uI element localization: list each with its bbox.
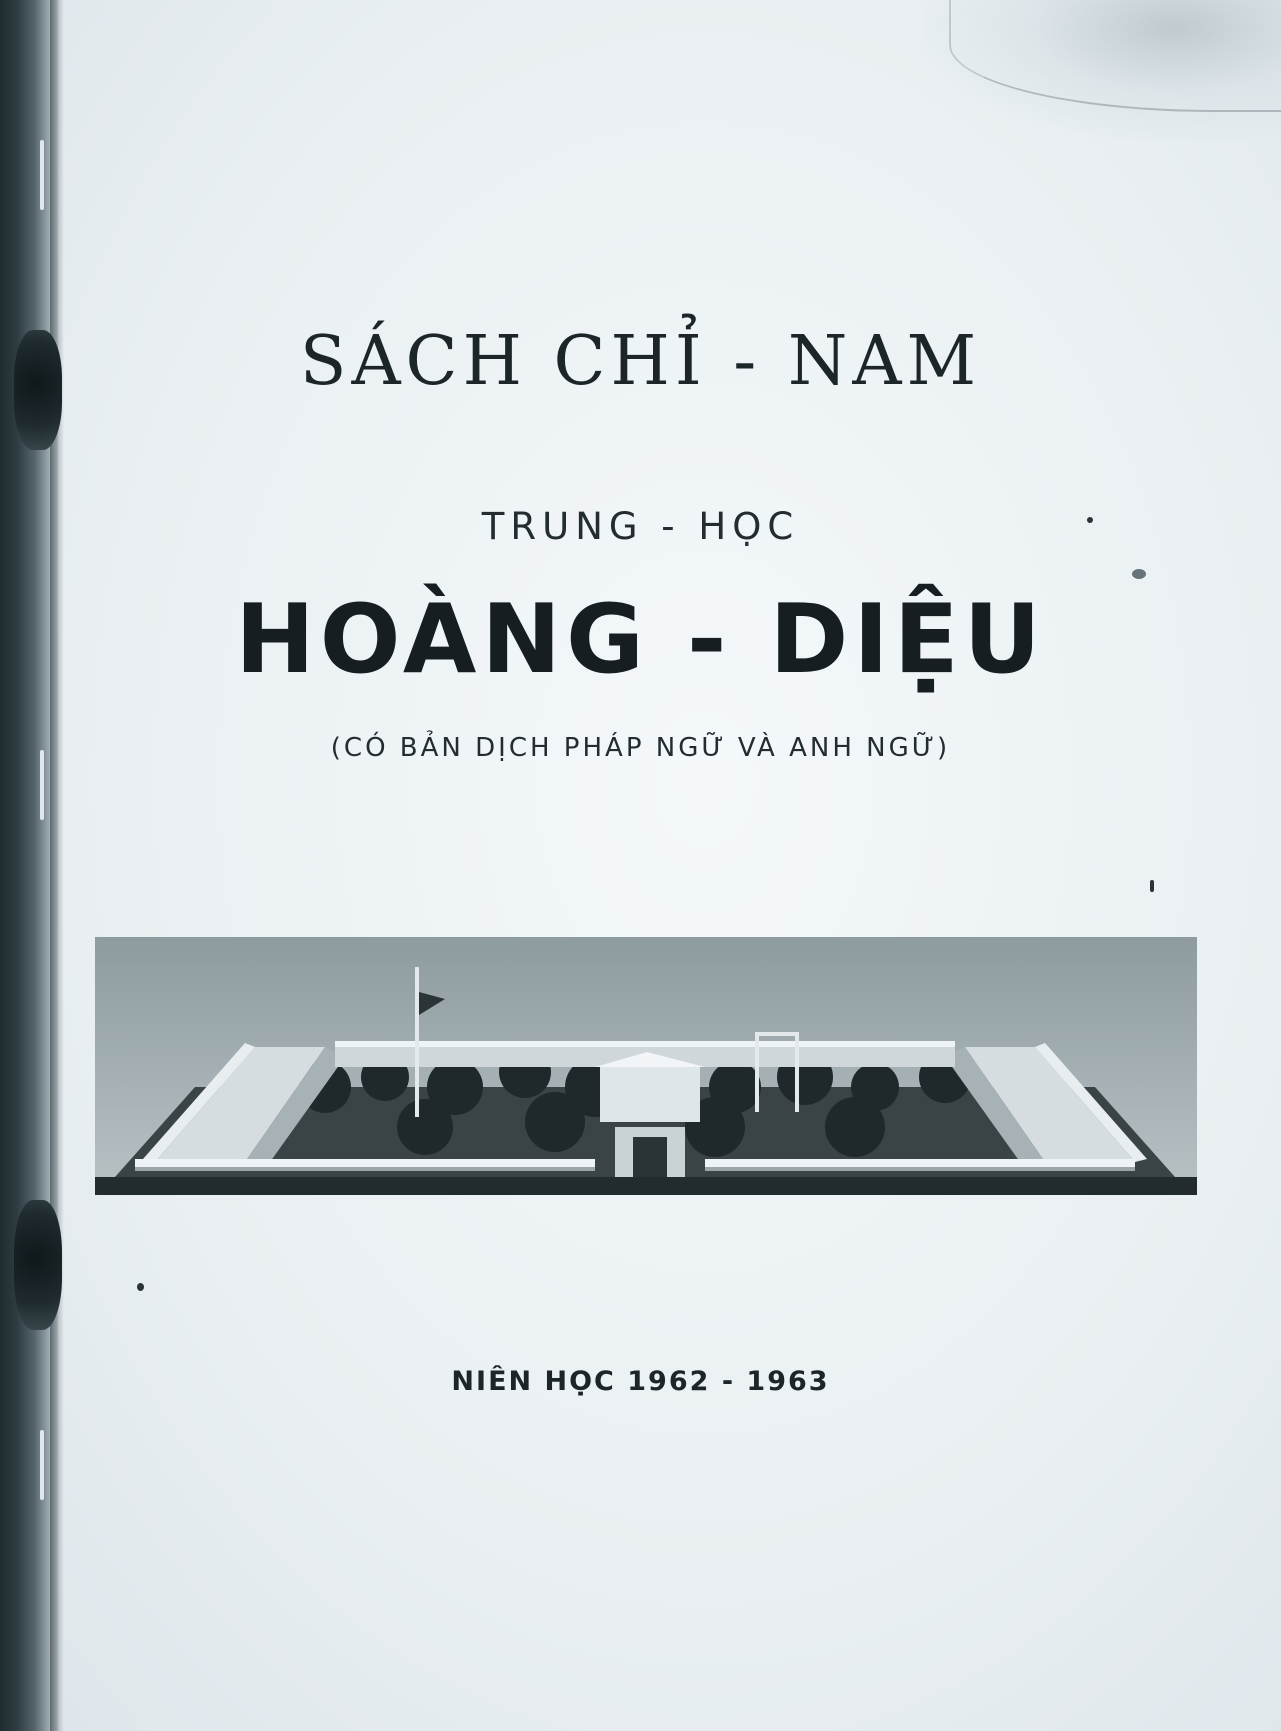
- cover-title-school-name: HOÀNG - DIỆU: [235, 585, 1046, 695]
- cover-school-year: NIÊN HỌC 1962 - 1963: [451, 1366, 830, 1397]
- paper-speck: [1150, 880, 1154, 892]
- cover-subtitle-translations: (CÓ BẢN DỊCH PHÁP NGỮ VÀ ANH NGỮ): [330, 733, 951, 763]
- binding-shadow: [50, 0, 64, 1731]
- staple-top: [40, 140, 44, 210]
- school-campus-illustration: [95, 937, 1197, 1195]
- binding-hole-bottom: [14, 1200, 62, 1330]
- paper-speck: [137, 1283, 144, 1291]
- staple-bottom: [40, 1430, 44, 1500]
- cover-title-school-type: TRUNG - HỌC: [481, 505, 800, 548]
- cover-title-guidebook: SÁCH CHỈ - NAM: [299, 322, 982, 401]
- paper-speck: [1132, 569, 1146, 579]
- paper-speck: [1087, 517, 1093, 523]
- school-campus-photo: [95, 937, 1197, 1195]
